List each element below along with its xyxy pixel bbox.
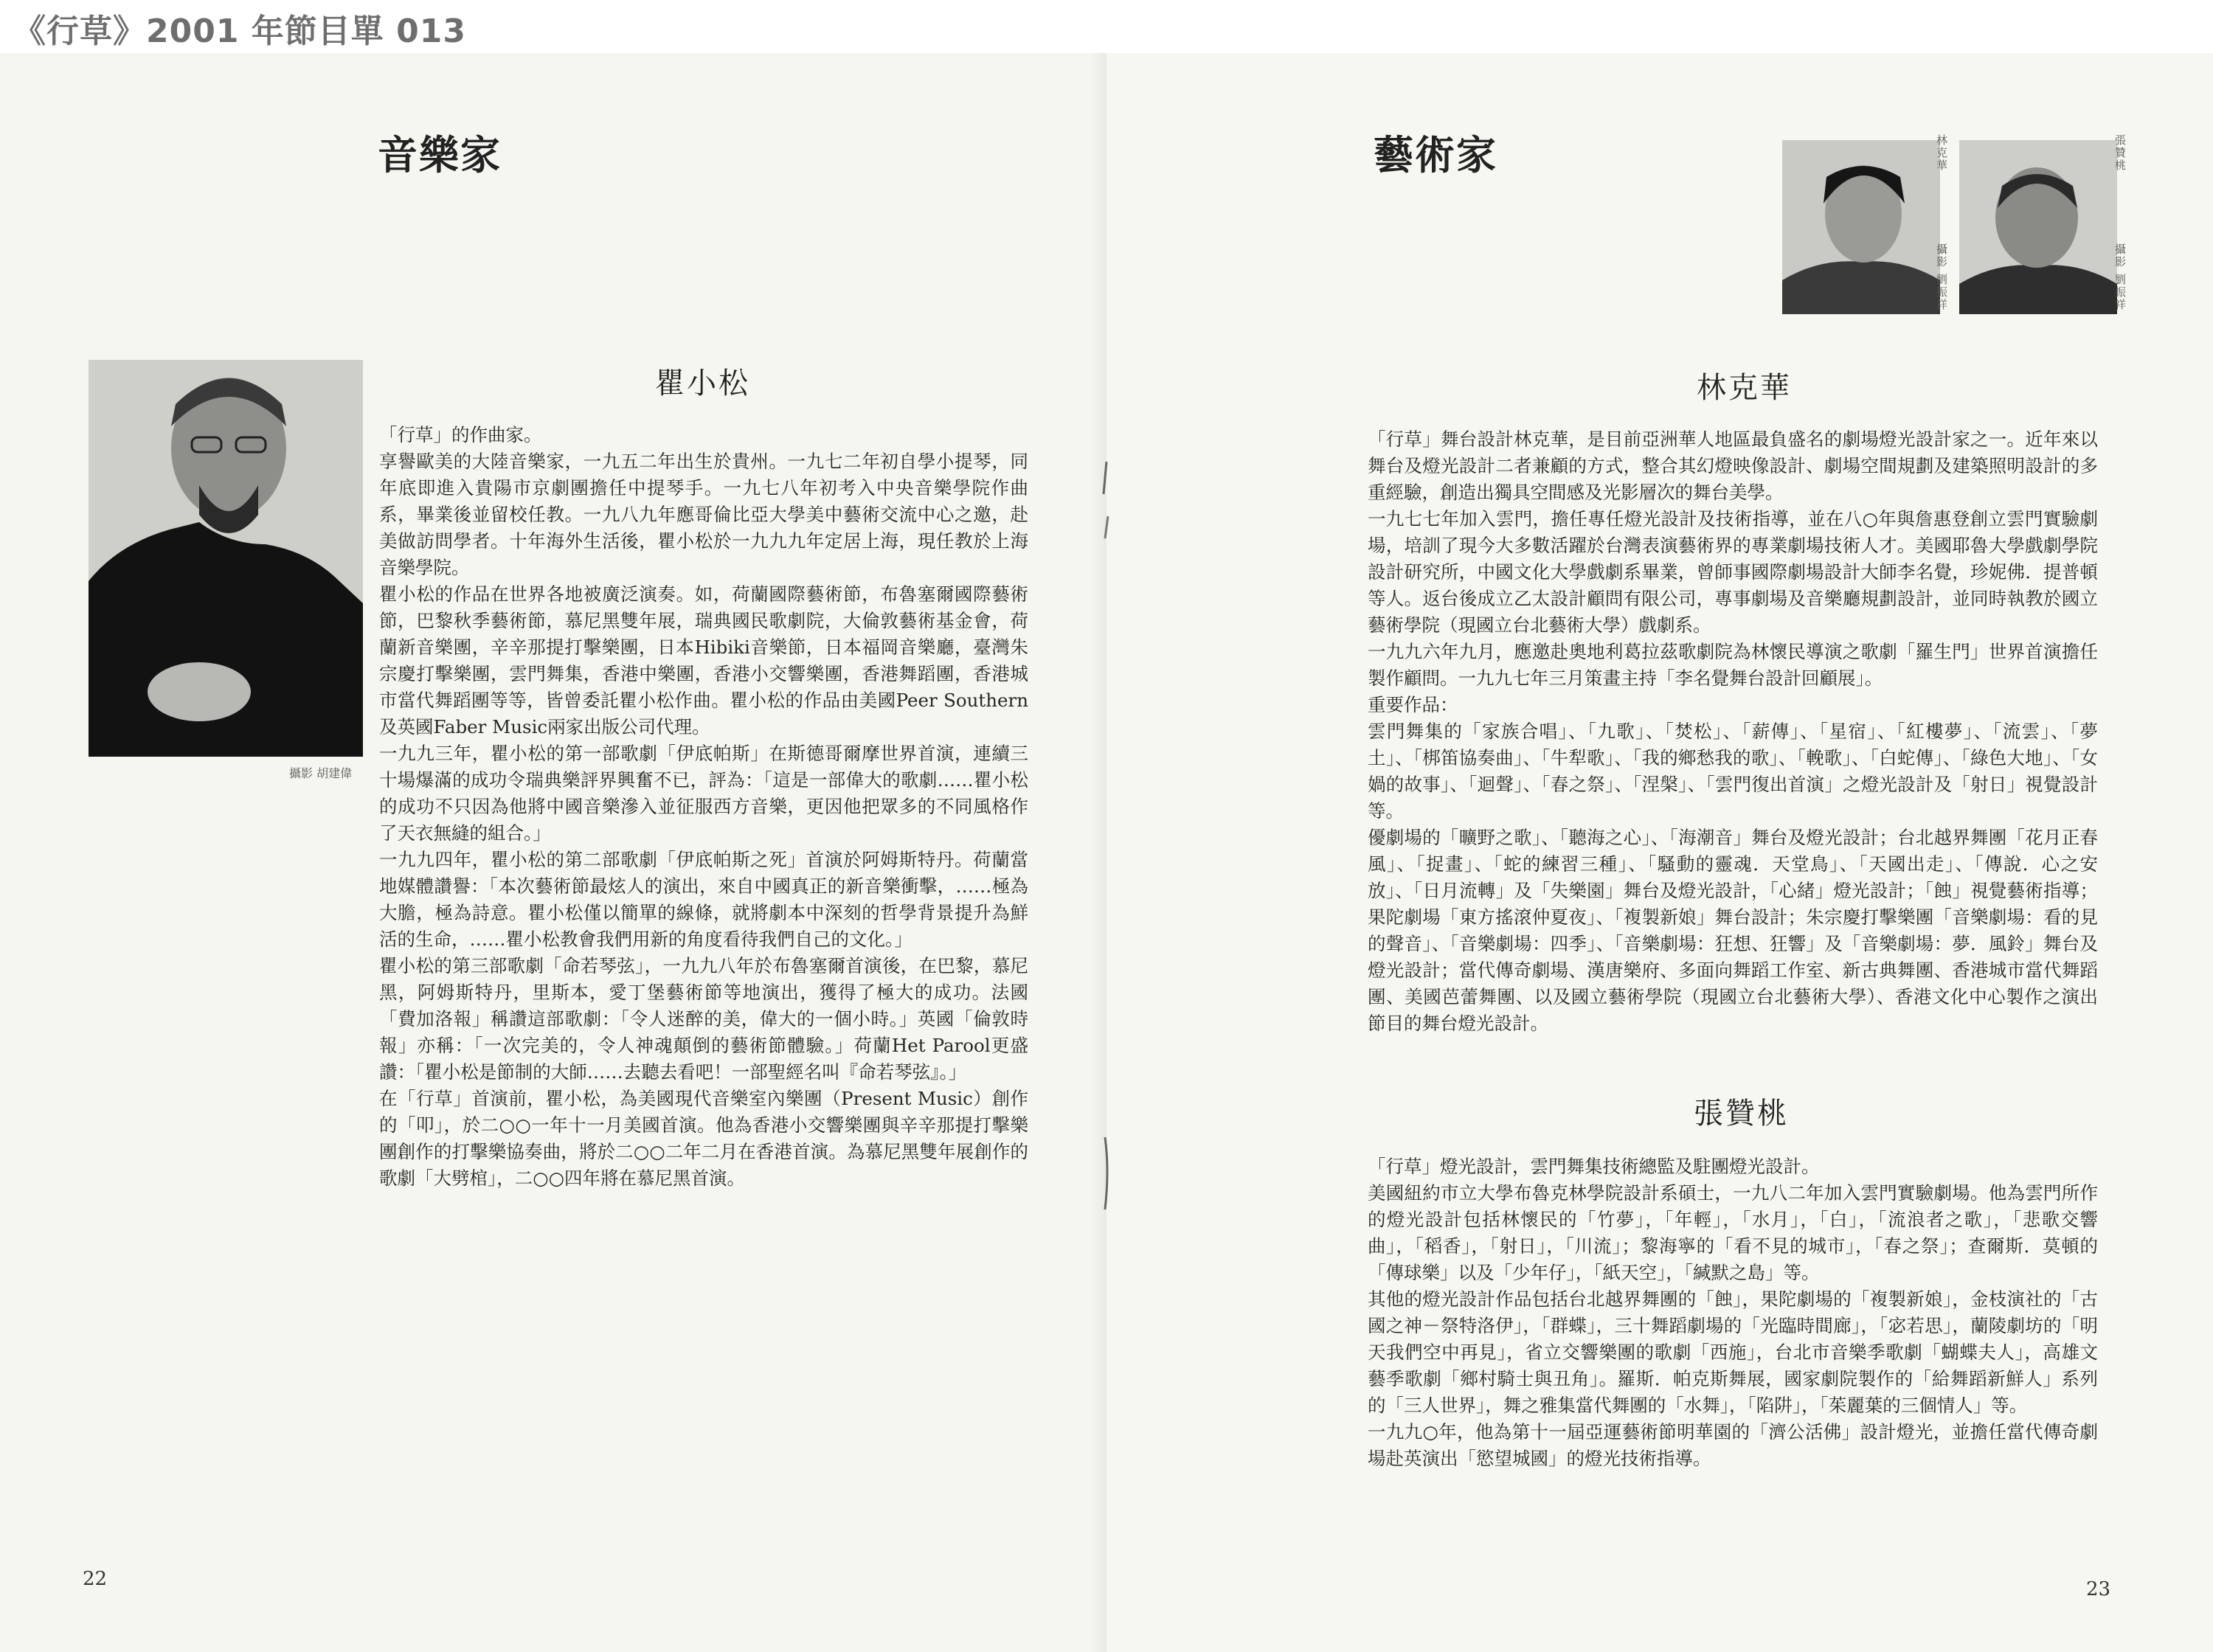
portrait-credit: 攝影 劉振祥	[1935, 243, 1948, 311]
artist-bio-paragraph: 「行草」舞台設計林克華，是目前亞洲華人地區最負盛名的劇場燈光設計家之一。近年來以舞台及燈光設計二者兼顧的方式，整合其幻燈映像設計、劇場空間規劃及建築照明設計的多重經驗，創造出獨具空間感及光影層次的舞台美學。	[1368, 428, 2098, 503]
composer-bio-paragraph: 「行草」的作曲家。	[379, 424, 542, 445]
composer-name: 瞿小松	[655, 367, 750, 400]
composer-bio-paragraph: 一九九三年，瞿小松的第一部歌劇「伊底帕斯」在斯德哥爾摩世界首演，連續三十場爆滿的成功令瑞典樂評界興奮不已，評為：「這是一部偉大的歌劇……瞿小松的成功不只因為他將中國音樂滲入並征服西方音樂，更因他把眾多的不同風格作了天衣無縫的組合。」	[379, 743, 1028, 844]
artist-bio-paragraph: 美國紐約市立大學布魯克林學院設計系碩士，一九八二年加入雲門實驗劇場。他為雲門所作的燈光設計包括林懷民的「竹夢」，「年輕」，「水月」，「白」，「流浪者之歌」，「悲歌交響曲」，「稻香」，「射日」，「川流」；黎海寧的「看不見的城市」，「春之祭」；查爾斯．莫頓的「傳球樂」以及「少年仔」，「紙天空」，「緘默之島」等。	[1368, 1182, 2098, 1283]
portrait-lin-kehua-image	[1782, 140, 1940, 314]
binding-staple-mark	[1098, 1133, 1114, 1214]
artist-bio-paragraph: 「行草」燈光設計，雲門舞集技術總監及駐團燈光設計。	[1368, 1156, 1820, 1177]
portrait-zhang-zantao	[1959, 140, 2117, 314]
document-header-bar	[0, 0, 2213, 55]
section-heading-musician: 音樂家	[378, 131, 502, 178]
page-number-right: 23	[2086, 1578, 2111, 1600]
binding-staple-mark	[1098, 457, 1114, 546]
artist-bio-paragraph: 一九七七年加入雲門，擔任專任燈光設計及技術指導，並在八○年與詹惠登創立雲門實驗劇場，培訓了現今大多數活躍於台灣表演藝術界的專業劇場技術人才。美國耶魯大學戲劇學院設計研究所，中國文化大學戲劇系畢業，曾師事國際劇場設計大師李名覺，珍妮佛．提普頓等人。返台後成立乙太設計顧問有限公司，專事劇場及音樂廳規劃設計，並同時執教於國立藝術學院（現國立台北藝術大學）戲劇系。	[1368, 508, 2098, 636]
composer-bio-paragraph: 享譽歐美的大陸音樂家，一九五二年出生於貴州。一九七二年初自學小提琴，同年底即進入貴陽市京劇團擔任中提琴手。一九七八年初考入中央音樂學院作曲系，畢業後並留校任教。一九八九年應哥倫比亞大學美中藝術交流中心之邀，赴美做訪問學者。十年海外生活後，瞿小松於一九九九年定居上海，現任教於上海音樂學院。	[379, 451, 1028, 578]
composer-bio-paragraph: 瞿小松的作品在世界各地被廣泛演奏。如，荷蘭國際藝術節，布魯塞爾國際藝術節，巴黎秋季藝術節，慕尼黑雙年展，瑞典國民歌劇院，大倫敦藝術基金會，荷蘭新音樂團，辛辛那提打擊樂團，日本Hibiki音樂節，日本福岡音樂廳，臺灣朱宗慶打擊樂團，雲門舞集，香港中樂團，香港小交響樂團，香港舞蹈團，香港城市當代舞蹈團等等，皆曾委託瞿小松作曲。瞿小松的作品由美國Peer Southern及英國Faber Music兩家出版公司代理。	[379, 583, 1028, 738]
portrait-zhang-zantao-image	[1959, 140, 2117, 314]
composer-bio-paragraph: 瞿小松的第三部歌劇「命若琴弦」，一九九八年於布魯塞爾首演後，在巴黎，慕尼黑，阿姆斯特丹，里斯本，愛丁堡藝術節等地演出，獲得了極大的成功。法國「費加洛報」稱讚這部歌劇：「令人迷醉的美，偉大的一個小時。」英國「倫敦時報」亦稱：「一次完美的，令人神魂顛倒的藝術節體驗。」荷蘭Het Parool更盛讚：「瞿小松是節制的大師……去聽去看吧！一部聖經名叫『命若琴弦』。」	[379, 955, 1028, 1083]
page-number-left: 22	[83, 1568, 108, 1590]
artist-bio-paragraph: 優劇場的「曠野之歌」、「聽海之心」、「海潮音」舞台及燈光設計；台北越界舞團「花月正春風」、「捉畫」、「蛇的練習三種」、「騷動的靈魂．天堂鳥」、「天國出走」、「傳說．心之安放」、「日月流轉」及「失樂園」舞台及燈光設計，「心緒」燈光設計；「蝕」視覺藝術指導；果陀劇場「東方搖滾仲夏夜」、「複製新娘」舞台設計；朱宗慶打擊樂團「音樂劇場：看的見的聲音」、「音樂劇場：四季」、「音樂劇場：狂想、狂響」及「音樂劇場：夢．風鈴」舞台及燈光設計；當代傳奇劇場、漢唐樂府、多面向舞蹈工作室、新古典舞團、香港城市當代舞蹈團、美國芭蕾舞團、以及國立藝術學院（現國立台北藝術大學）、香港文化中心製作之演出節目的舞台燈光設計。	[1368, 827, 2098, 1034]
composer-portrait-image	[89, 360, 363, 757]
section-heading-artist: 藝術家	[1374, 131, 1497, 178]
document-title: 《行草》2001 年節目單 013	[13, 13, 466, 50]
composer-photo-caption: 攝影 胡建偉	[289, 766, 353, 780]
composer-bio	[379, 422, 1028, 1192]
portrait-name-label: 林克華	[1935, 134, 1948, 172]
composer-portrait	[89, 360, 363, 757]
artist-bio-paragraph: 其他的燈光設計作品包括台北越界舞團的「蝕」，果陀劇場的「複製新娘」，金枝演社的「古國之神－祭特洛伊」，「群蝶」，三十舞蹈劇場的「光臨時間廊」，「宓若思」，蘭陵劇坊的「明天我們空中再見」，省立交響樂團的歌劇「西施」，台北市音樂季歌劇「蝴蝶夫人」，高雄文藝季歌劇「鄉村騎士與丑角」。羅斯．帕克斯舞展，國家劇院製作的「給舞蹈新鮮人」系列的「三人世界」，舞之雅集當代舞團的「水舞」，「陷阱」，「茱麗葉的三個情人」等。	[1368, 1288, 2098, 1416]
composer-bio-paragraph: 在「行草」首演前，瞿小松，為美國現代音樂室內樂團（Present Music）創作的「叩」，於二○○一年十一月美國首演。他為香港小交響樂團與辛辛那提打擊樂團創作的打擊樂協奏曲，將於二○○二年二月在香港首演。為慕尼黑雙年展創作的歌劇「大劈棺」，二○○四年將在慕尼黑首演。	[379, 1088, 1028, 1189]
portrait-name-label: 張贊桃	[2113, 134, 2127, 172]
composer-bio-paragraph: 一九九四年，瞿小松的第二部歌劇「伊底帕斯之死」首演於阿姆斯特丹。荷蘭當地媒體讚譽：「本次藝術節最炫人的演出，來自中國真正的新音樂衝擊，……極為大膽，極為詩意。瞿小松僅以簡單的線條，就將劇本中深刻的哲學背景提升為鮮活的生命，……瞿小松教會我們用新的角度看待我們自己的文化。」	[379, 849, 1028, 950]
artist-bio-lin-kehua	[1368, 426, 2098, 1037]
portrait-lin-kehua	[1782, 140, 1940, 314]
artist-bio-zhang-zantao	[1368, 1153, 2098, 1472]
artist-name-zhang-zantao: 張贊桃	[1694, 1097, 1789, 1131]
artist-name-lin-kehua: 林克華	[1697, 371, 1792, 405]
portrait-credit: 攝影 劉振祥	[2113, 243, 2127, 311]
artist-bio-paragraph: 一九九○年，他為第十一屆亞運藝術節明華園的「濟公活佛」設計燈光，並擔任當代傳奇劇場赴英演出「慾望城國」的燈光技術指導。	[1368, 1421, 2098, 1469]
artist-bio-paragraph: 重要作品：	[1368, 694, 1458, 715]
artist-bio-paragraph: 雲門舞集的「家族合唱」、「九歌」、「焚松」、「薪傳」、「星宿」、「紅樓夢」、「流雲」、「夢土」、「梆笛協奏曲」、「牛犁歌」、「我的鄉愁我的歌」、「輓歌」、「白蛇傳」、「綠色大地」、「女媧的故事」、「迴聲」、「春之祭」、「涅槃」、「雲門復出首演」之燈光設計及「射日」視覺設計等。	[1368, 721, 2098, 822]
artist-bio-paragraph: 一九九六年九月，應邀赴奧地利葛拉茲歌劇院為林懷民導演之歌劇「羅生門」世界首演擔任製作顧問。一九九七年三月策畫主持「李名覺舞台設計回顧展」。	[1368, 641, 2098, 689]
